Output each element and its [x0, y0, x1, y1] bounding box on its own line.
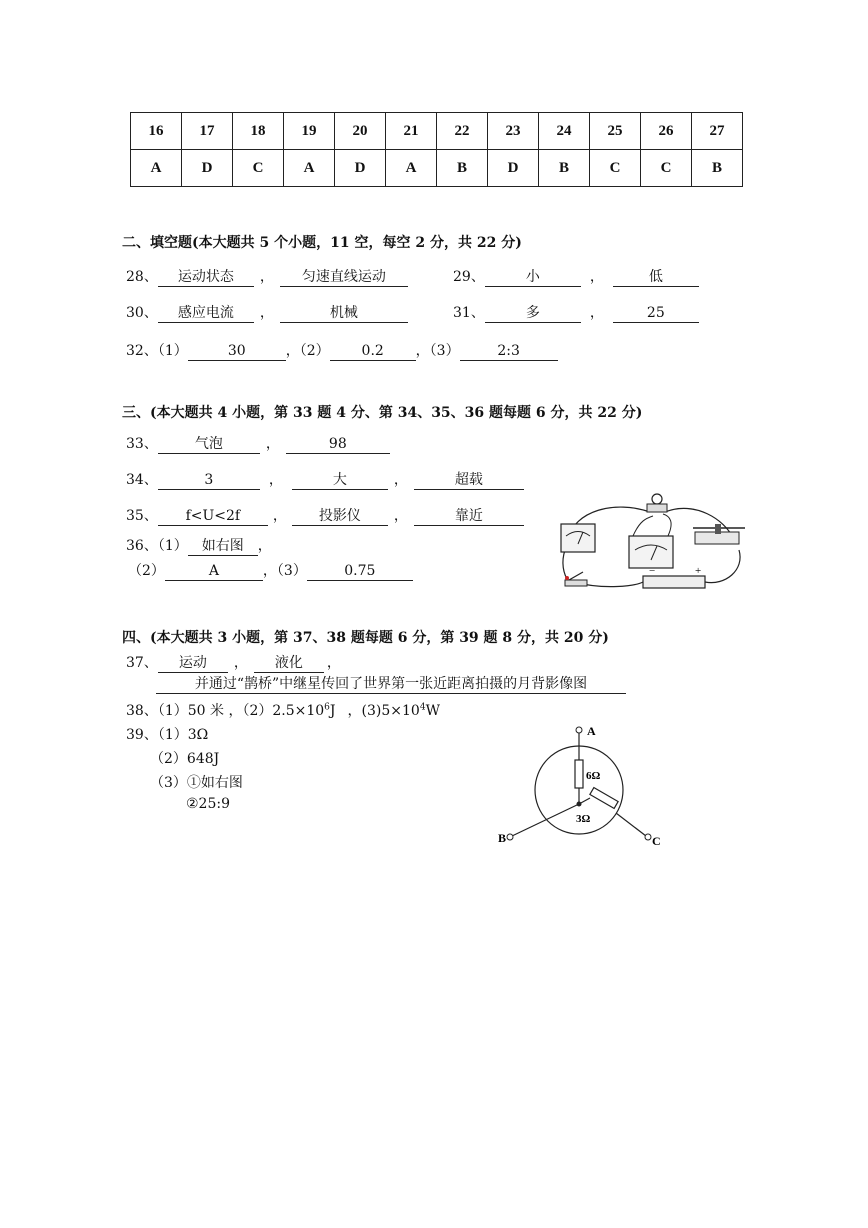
switch-lever	[569, 572, 583, 580]
part-label: ，（2）	[285, 343, 330, 359]
switch-icon	[565, 580, 587, 586]
bulb-base	[647, 504, 667, 512]
part-label: ，（3）	[415, 343, 460, 359]
answer-blank: 液化	[254, 655, 324, 673]
q33-line	[126, 433, 390, 454]
label-3ohm: 3Ω	[576, 813, 591, 825]
q38-line	[126, 700, 440, 720]
q31-line	[453, 302, 699, 323]
question-number: 35、	[126, 508, 158, 524]
q30-line	[126, 302, 408, 323]
q39-line4: ②25:9	[186, 796, 230, 812]
question-number: 33、	[126, 436, 158, 452]
answer-blank: 30	[188, 343, 286, 361]
table-cell: 18	[233, 113, 284, 150]
voltmeter-icon	[561, 524, 595, 552]
label-6ohm: 6Ω	[586, 770, 601, 782]
table-cell: A	[131, 150, 182, 187]
wire	[663, 514, 671, 538]
answer-blank: 如右图	[188, 538, 258, 556]
separator: ，	[259, 305, 274, 321]
separator: ，	[259, 269, 274, 285]
answer-blank: 25	[613, 305, 699, 323]
switch-terminal	[565, 576, 569, 580]
table-cell: D	[488, 150, 539, 187]
separator: ，	[233, 655, 248, 671]
resistor-diagram	[496, 718, 666, 854]
table-cell: D	[335, 150, 386, 187]
wire	[705, 550, 740, 583]
answer-blank: 投影仪	[292, 508, 388, 526]
answer-blank: 并通过“鹊桥”中继星传回了世界第一张近距离拍摄的月背影像图	[156, 676, 626, 694]
wire	[512, 804, 579, 836]
q34-line	[126, 469, 524, 490]
bulb-icon	[652, 494, 662, 504]
table-cell: B	[692, 150, 743, 187]
q36-line2	[128, 560, 413, 581]
answer-blank: 2:3	[460, 343, 558, 361]
circuit-diagram	[555, 490, 755, 598]
table-cell: C	[641, 150, 692, 187]
answer-text: （1）3Ω	[157, 727, 209, 743]
answer-table	[130, 112, 743, 187]
exponent: 4	[419, 702, 426, 713]
answer-blank: 0.75	[307, 563, 413, 581]
label-a: A	[587, 724, 596, 738]
battery-minus: −	[649, 565, 656, 577]
question-number: 34、	[126, 472, 158, 488]
question-number: 36、	[126, 538, 158, 554]
junction-dot	[577, 802, 582, 807]
separator: ，	[393, 508, 408, 524]
table-cell: 21	[386, 113, 437, 150]
separator: ，	[589, 305, 604, 321]
part-label: （1）	[157, 343, 188, 359]
answer-blank: 多	[485, 305, 581, 323]
resistor-3ohm	[590, 788, 618, 809]
rheostat-slider	[715, 524, 721, 534]
question-number: 37、	[126, 655, 158, 671]
answer-blank: 匀速直线运动	[280, 269, 408, 287]
question-number: 31、	[453, 305, 485, 321]
separator: ，	[589, 269, 604, 285]
wire	[616, 813, 646, 836]
q39-line3: （3）①如右图	[150, 775, 243, 791]
question-number: 39、	[126, 727, 158, 743]
table-cell: B	[539, 150, 590, 187]
terminal-c	[645, 834, 651, 840]
table-cell: 17	[182, 113, 233, 150]
section2-title: 二、填空题(本大题共 5 个小题，11 空，每空 2 分，共 22 分)	[122, 235, 522, 251]
section3-title: 三、(本大题共 4 小题，第 33 题 4 分、第 34、35、36 题每题 6 分，共 22 分)	[122, 405, 643, 421]
table-cell: 24	[539, 113, 590, 150]
answer-blank: 超载	[414, 472, 524, 490]
wire	[633, 516, 653, 536]
separator: ，	[257, 538, 272, 554]
section4-title: 四、(本大题共 3 小题，第 37、38 题每题 6 分，第 39 题 8 分，共 20 分)	[122, 630, 609, 646]
terminal-a	[576, 727, 582, 733]
separator: ，	[393, 472, 408, 488]
table-cell: C	[233, 150, 284, 187]
table-cell: A	[284, 150, 335, 187]
unit: W	[425, 703, 440, 719]
resistor-6ohm	[575, 760, 583, 788]
question-number: 28、	[126, 269, 158, 285]
answer-blank: 靠近	[414, 508, 524, 526]
answer-blank: 机械	[280, 305, 408, 323]
exponent: 6	[324, 702, 330, 713]
answer-blank: 98	[286, 436, 390, 454]
ammeter-icon	[629, 536, 673, 568]
answer-blank: 感应电流	[158, 305, 254, 323]
answer-blank: 小	[485, 269, 581, 287]
part-label: ，（3）	[262, 563, 307, 579]
table-cell: 25	[590, 113, 641, 150]
table-cell: 22	[437, 113, 488, 150]
label-b: B	[498, 831, 507, 845]
answer-blank: 低	[613, 269, 699, 287]
separator: ，	[265, 436, 280, 452]
separator: ，	[272, 508, 287, 524]
table-cell: B	[437, 150, 488, 187]
answer-blank: 气泡	[158, 436, 260, 454]
q37-line2	[156, 676, 626, 694]
table-cell: A	[386, 150, 437, 187]
q36-line1	[126, 535, 272, 556]
unit: J	[329, 703, 336, 719]
table-cell: 23	[488, 113, 539, 150]
battery-plus: +	[695, 565, 702, 577]
answer-blank: 运动	[158, 655, 228, 673]
q39-line1	[126, 724, 208, 744]
q28-line	[126, 266, 408, 287]
table-cell: 16	[131, 113, 182, 150]
answer-blank: 0.2	[330, 343, 416, 361]
answer-blank: 大	[292, 472, 388, 490]
answer-blank: 运动状态	[158, 269, 254, 287]
answer-blank: A	[165, 563, 263, 581]
separator: ，	[268, 472, 283, 488]
table-cell: D	[182, 150, 233, 187]
battery-icon	[643, 576, 705, 588]
q35-line	[126, 505, 524, 526]
table-cell: 20	[335, 113, 386, 150]
answer-blank: f<U<2f	[158, 508, 268, 526]
q29-line	[453, 266, 699, 287]
answer-text: ，(3)5×10	[347, 703, 420, 719]
table-cell: C	[590, 150, 641, 187]
table-answer-row	[131, 150, 743, 187]
table-cell: 19	[284, 113, 335, 150]
table-cell: 26	[641, 113, 692, 150]
question-number: 29、	[453, 269, 485, 285]
q32-line	[126, 340, 558, 361]
answer-text: （1）50 米 ，（2）2.5×10	[157, 703, 325, 719]
part-label: （1）	[157, 538, 188, 554]
table-cell: 27	[692, 113, 743, 150]
question-number: 30、	[126, 305, 158, 321]
question-number: 32、	[126, 343, 158, 359]
separator: ，	[326, 655, 341, 671]
q39-line2: （2）648J	[150, 751, 220, 767]
terminal-b	[507, 834, 513, 840]
q37-line1	[126, 652, 344, 673]
table-header-row	[131, 113, 743, 150]
part-label: （2）	[128, 563, 165, 579]
question-number: 38、	[126, 703, 158, 719]
answer-blank: 3	[158, 472, 260, 490]
label-c: C	[652, 834, 661, 848]
